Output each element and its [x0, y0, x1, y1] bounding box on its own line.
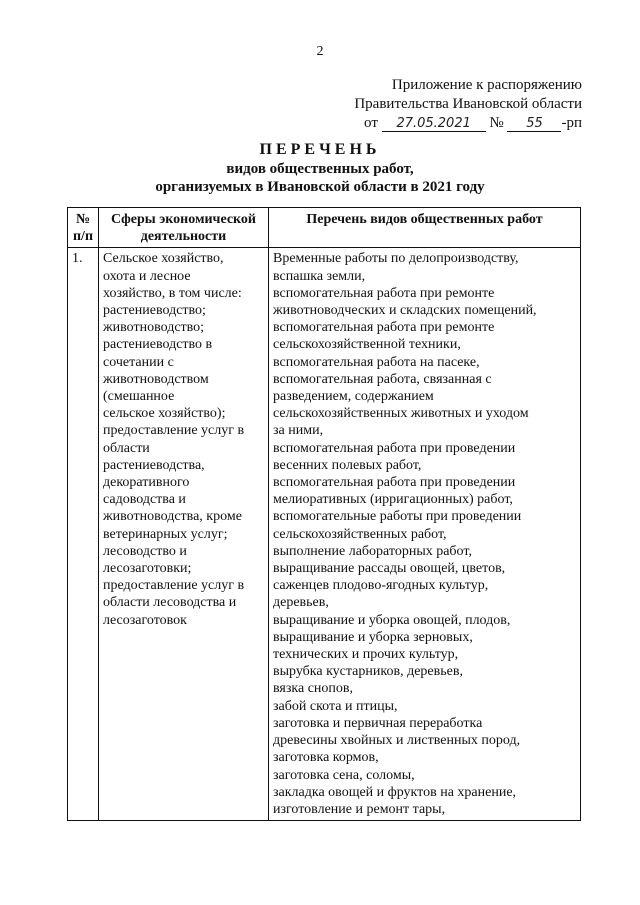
work-line: выращивание и уборка овощей, плодов,: [273, 612, 511, 628]
sphere-line: лесоводство и: [103, 543, 187, 559]
header-sphere: Сферы экономической деятельности: [99, 208, 269, 248]
work-line: вырубка кустарников, деревьев,: [273, 664, 463, 680]
header-works: Перечень видов общественных работ: [269, 208, 581, 248]
work-line: изготовление и ремонт тары,: [273, 801, 446, 817]
work-line: вспомогательная работа при проведении: [273, 475, 516, 491]
work-line: забой скота и птицы,: [273, 698, 398, 714]
work-line: вспомогательная работа, связанная с: [273, 371, 492, 387]
sphere-line: предоставление услуг в: [103, 423, 245, 439]
work-line: деревьев,: [273, 595, 329, 611]
page-number: 2: [316, 44, 324, 59]
from-prefix: от: [364, 115, 378, 131]
work-line: сельскохозяйственных работ,: [273, 526, 447, 542]
sphere-line: Сельское хозяйство,: [103, 251, 224, 267]
work-line: Временные работы по делопроизводству,: [273, 251, 519, 267]
sphere-line: лесозаготовок: [103, 612, 187, 628]
work-line: за ними,: [273, 423, 324, 439]
sphere-line: растениеводство;: [103, 303, 206, 319]
work-line: технических и прочих культур,: [273, 647, 459, 663]
sphere-line: предоставление услуг в: [103, 578, 245, 594]
work-line: мелиоративных (ирригационных) работ,: [273, 492, 513, 508]
work-line: древесины хвойных и лиственных пород,: [273, 733, 521, 749]
sphere-line: охота и лесное: [103, 268, 191, 284]
work-line: выполнение лабораторных работ,: [273, 543, 472, 559]
sphere-line: хозяйство, в том числе:: [103, 285, 242, 301]
appendix-header: [354, 76, 582, 133]
sphere-line: (смешанное: [103, 389, 175, 405]
work-line: вязка снопов,: [273, 681, 354, 697]
title-main: ПЕРЕЧЕНЬ: [259, 141, 381, 158]
document-title: [0, 140, 640, 196]
row-sphere: [99, 248, 269, 821]
work-line: вспомогательная работа при ремонте: [273, 285, 495, 301]
table-row: [68, 248, 581, 821]
appendix-line-2: Правительства Ивановской области: [354, 96, 582, 112]
sphere-line: животноводства, кроме: [103, 509, 242, 525]
work-line: саженцев плодово-ягодных культур,: [273, 578, 489, 594]
sphere-line: декоративного: [103, 475, 190, 491]
sphere-line: лесозаготовки;: [103, 561, 192, 577]
sphere-line: растениеводство в: [103, 337, 213, 353]
table-header-row: [68, 208, 581, 248]
work-line: выращивание рассады овощей, цветов,: [273, 561, 506, 577]
sphere-line: садоводства и: [103, 492, 186, 508]
work-line: разведением, содержанием: [273, 389, 434, 405]
handwritten-date: 27.05.2021: [382, 117, 486, 132]
title-sub-2: организуемых в Ивановской области в 2021 году: [155, 179, 485, 195]
sphere-line: сочетании с: [103, 354, 174, 370]
appendix-date-line: [354, 114, 582, 133]
work-line: закладка овощей и фруктов на хранение,: [273, 784, 517, 800]
sphere-line: области лесоводства и: [103, 595, 237, 611]
work-line: заготовка кормов,: [273, 750, 379, 766]
sphere-line: животноводство;: [103, 320, 205, 336]
sphere-line: области: [103, 440, 150, 456]
work-line: заготовка и первичная переработка: [273, 715, 483, 731]
row-num: 1.: [68, 248, 99, 821]
work-line: сельскохозяйственных животных и уходом: [273, 406, 529, 422]
handwritten-number: 55: [507, 117, 561, 132]
sphere-line: растениеводства,: [103, 457, 205, 473]
work-line: выращивание и уборка зерновых,: [273, 629, 473, 645]
work-line: весенних полевых работ,: [273, 457, 422, 473]
title-sub-1: видов общественных работ,: [226, 161, 414, 177]
number-suffix: -рп: [561, 115, 582, 131]
sphere-line: ветеринарных услуг;: [103, 526, 228, 542]
appendix-line-1: Приложение к распоряжению: [391, 77, 582, 93]
work-line: вспомогательная работа на пасеке,: [273, 354, 480, 370]
number-sign: №: [489, 115, 504, 131]
sphere-line: животноводством: [103, 371, 209, 387]
works-table: [67, 207, 581, 821]
work-line: вспомогательная работа при ремонте: [273, 320, 495, 336]
work-line: вспомогательная работа при проведении: [273, 440, 516, 456]
row-works: [269, 248, 581, 821]
work-line: заготовка сена, соломы,: [273, 767, 415, 783]
work-line: вспомогательные работы при проведении: [273, 509, 522, 525]
work-line: животноводческих и складских помещений,: [273, 303, 537, 319]
work-line: сельскохозяйственной техники,: [273, 337, 461, 353]
work-line: вспашка земли,: [273, 268, 366, 284]
header-num: № п/п: [68, 208, 99, 248]
sphere-line: сельское хозяйство);: [103, 406, 226, 422]
